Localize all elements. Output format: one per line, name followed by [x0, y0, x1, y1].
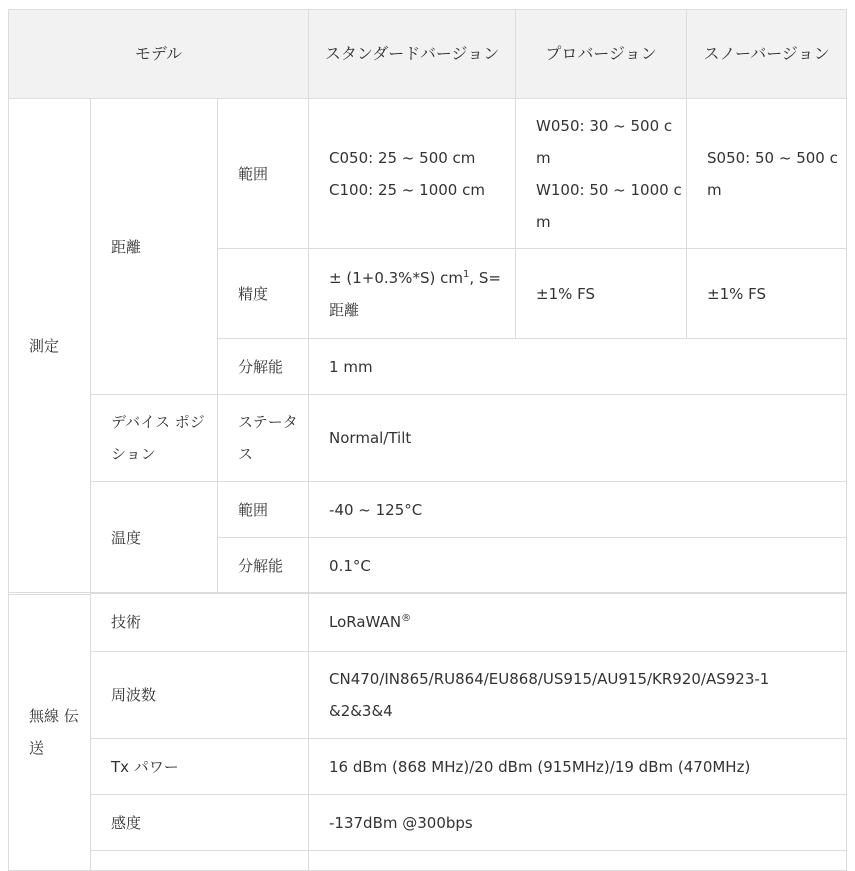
accuracy-note: , S= 距離	[329, 268, 501, 319]
accuracy-pro: ±1% FS	[516, 249, 687, 339]
range-line: C100: 25 ~ 1000 cm	[329, 180, 485, 199]
wireless-table	[8, 592, 847, 871]
distance-label: 距離	[91, 99, 218, 395]
header-pro-version: プロバージョン	[516, 10, 687, 99]
status-value: Normal/Tilt	[309, 395, 847, 482]
temperature-range-label: 範囲	[218, 482, 309, 538]
table-row	[9, 652, 847, 739]
status-label: ステータス	[218, 395, 309, 482]
table-row	[9, 795, 847, 851]
header-model: モデル	[9, 10, 309, 99]
frequency-value: CN470/IN865/RU864/EU868/US915/AU915/KR920/AS923-1&2&3&4	[309, 652, 847, 739]
temperature-range-value: -40 ~ 125°C	[309, 482, 847, 538]
header-standard-version: スタンダードバージョン	[309, 10, 516, 99]
temperature-resolution-label: 分解能	[218, 538, 309, 594]
spec-table	[8, 9, 847, 595]
resolution-label: 分解能	[218, 339, 309, 395]
empty-cell	[309, 851, 847, 871]
range-line: W100: 50 ~ 1000 cm	[536, 180, 682, 231]
distance-range-label: 範囲	[218, 99, 309, 249]
measure-group-label: 測定	[9, 99, 91, 595]
tx-power-label: Tx パワー	[91, 739, 309, 795]
distance-range-standard	[309, 99, 516, 249]
table-row	[9, 99, 847, 249]
header-row	[9, 10, 847, 99]
device-position-label: デバイス ポジション	[91, 395, 218, 482]
lorawan-text: LoRaWAN	[329, 613, 402, 631]
tech-value	[309, 593, 847, 652]
range-line: C050: 25 ~ 500 cm	[329, 148, 476, 167]
registered-mark: ®	[401, 613, 412, 624]
tech-label: 技術	[91, 593, 309, 652]
temperature-label: 温度	[91, 482, 218, 594]
empty-cell	[91, 851, 309, 871]
distance-range-pro	[516, 99, 687, 249]
accuracy-formula: ± (1+0.3%*S) cm	[329, 268, 463, 287]
sensitivity-value: -137dBm @300bps	[309, 795, 847, 851]
frequency-label: 周波数	[91, 652, 309, 739]
resolution-value: 1 mm	[309, 339, 847, 395]
tx-power-value: 16 dBm (868 MHz)/20 dBm (915MHz)/19 dBm (470MHz)	[309, 739, 847, 795]
table-row	[9, 851, 847, 871]
accuracy-label: 精度	[218, 249, 309, 339]
distance-range-snow	[687, 99, 847, 249]
temperature-resolution-value: 0.1°C	[309, 538, 847, 594]
accuracy-snow: ±1% FS	[687, 249, 847, 339]
wireless-group-label: 無線 伝送	[9, 593, 91, 871]
range-line: S050: 50 ~ 500 cm	[707, 148, 838, 199]
table-row	[9, 482, 847, 538]
table-row	[9, 593, 847, 652]
range-line: W050: 30 ~ 500 cm	[536, 116, 673, 167]
table-row	[9, 739, 847, 795]
accuracy-standard	[309, 249, 516, 339]
header-snow-version: スノーバージョン	[687, 10, 847, 99]
sensitivity-label: 感度	[91, 795, 309, 851]
table-row	[9, 395, 847, 482]
footnote-mark: 1	[462, 268, 470, 280]
